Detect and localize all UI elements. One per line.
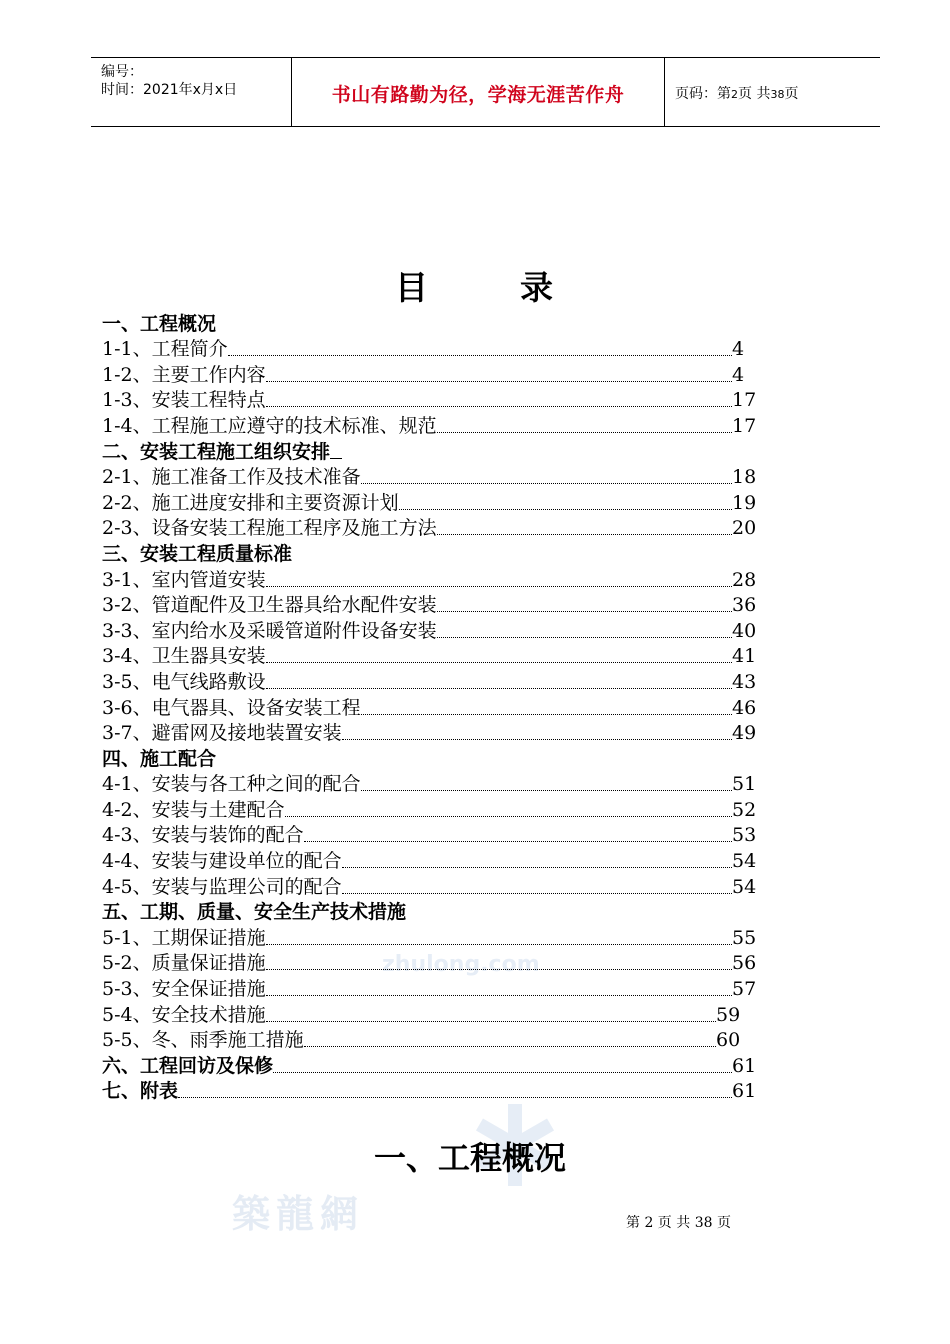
toc-entry[interactable] <box>102 719 762 745</box>
toc-entry[interactable] <box>102 335 762 361</box>
toc-entry-label: 1-3、安装工程特点 <box>102 389 266 412</box>
toc-entry-label: 四、施工配合 <box>102 747 217 770</box>
watermark-url: zhulong.com <box>382 952 540 977</box>
toc-entry-label: 5-2、质量保证措施 <box>102 952 266 975</box>
page-current: 2 <box>731 88 738 101</box>
toc-leader <box>273 1071 732 1073</box>
header-page-cell <box>665 58 880 126</box>
toc-page-number: 54 <box>732 875 757 898</box>
toc-entry[interactable] <box>102 591 762 617</box>
page-prefix: 页码：第 <box>675 86 731 102</box>
page-mid: 页 共 <box>738 86 771 102</box>
toc-entry[interactable] <box>102 923 762 949</box>
toc-leader <box>228 354 732 356</box>
toc-entry[interactable] <box>102 616 762 642</box>
toc-page-number: 19 <box>732 491 757 514</box>
toc-entry-label: 三、安装工程质量标准 <box>102 542 293 565</box>
toc-underline-mark <box>330 457 342 459</box>
toc-entry-label: 2-1、施工准备工作及技术准备 <box>102 466 361 489</box>
toc-page-number: 51 <box>732 773 757 796</box>
toc-entry[interactable] <box>102 411 762 437</box>
toc-entry-label: 六、工程回访及保修 <box>102 1054 274 1077</box>
page-header <box>91 57 880 127</box>
toc-page-number: 36 <box>732 594 757 617</box>
toc-entry-label: 1-4、工程施工应遵守的技术标准、规范 <box>102 414 437 437</box>
toc-entry-label: 二、安装工程施工组织安排 <box>102 440 331 463</box>
toc-entry[interactable] <box>102 872 762 898</box>
toc-leader <box>266 380 732 382</box>
toc-page-number: 41 <box>732 645 757 668</box>
toc-page-number: 59 <box>716 1003 741 1026</box>
toc-section[interactable] <box>102 744 762 770</box>
toc-entry-label: 4-3、安装与装饰的配合 <box>102 824 304 847</box>
toc-leader <box>304 1045 716 1047</box>
toc-entry-label: 4-5、安装与监理公司的配合 <box>102 875 342 898</box>
toc-title-left: 目 <box>395 268 430 307</box>
toc-leader <box>437 431 732 433</box>
toc-entry[interactable] <box>102 770 762 796</box>
toc-entry[interactable] <box>102 1000 762 1026</box>
toc-entry[interactable] <box>102 974 762 1000</box>
toc-section[interactable] <box>102 437 762 463</box>
header-motto-cell <box>292 58 665 126</box>
toc-section[interactable] <box>102 539 762 565</box>
toc-leader <box>285 815 732 817</box>
toc-entry[interactable] <box>102 360 762 386</box>
toc-entry-label: 2-3、设备安装工程施工程序及施工方法 <box>102 517 437 540</box>
toc-entry[interactable] <box>102 821 762 847</box>
toc-entry-label: 3-4、卫生器具安装 <box>102 645 266 668</box>
toc-entry[interactable] <box>102 693 762 719</box>
toc-page-number: 17 <box>732 414 757 437</box>
toc-entry-label: 3-1、室内管道安装 <box>102 568 266 591</box>
toc-leader <box>437 636 732 638</box>
toc-leader <box>266 968 732 970</box>
toc-leader <box>266 661 732 663</box>
page-suffix: 页 <box>784 86 799 102</box>
toc-entry-label: 5-5、冬、雨季施工措施 <box>102 1029 304 1052</box>
toc-entry[interactable] <box>102 386 762 412</box>
toc-leader <box>361 789 732 791</box>
toc-page-number: 43 <box>732 670 757 693</box>
toc-page-number: 54 <box>732 850 757 873</box>
toc-page-number: 56 <box>732 952 757 975</box>
toc-leader <box>342 738 732 740</box>
toc-entry-label: 1-1、工程简介 <box>102 338 228 361</box>
document-number-label: 编号： <box>101 64 143 80</box>
toc-page-number: 20 <box>732 517 757 540</box>
toc-entry[interactable] <box>102 514 762 540</box>
toc-leader <box>266 943 732 945</box>
toc-page-number: 61 <box>732 1054 757 1077</box>
toc-entry-label: 3-3、室内给水及采暖管道附件设备安装 <box>102 619 437 642</box>
toc-leader <box>266 585 732 587</box>
toc-entry[interactable] <box>102 642 762 668</box>
toc-page-number: 52 <box>732 798 757 821</box>
page-footer: 第 2 页 共 38 页 <box>626 1215 731 1231</box>
toc-entry[interactable] <box>102 846 762 872</box>
toc-title <box>0 262 950 309</box>
toc-entry[interactable] <box>102 463 762 489</box>
toc-leader <box>342 866 732 868</box>
toc-page-number: 60 <box>716 1029 741 1052</box>
toc-entry[interactable] <box>102 667 762 693</box>
toc-entry-label: 一、工程概况 <box>102 312 217 335</box>
toc-entry-label: 5-3、安全保证措施 <box>102 978 266 1001</box>
toc-leader <box>361 482 732 484</box>
toc-leader <box>342 892 732 894</box>
table-of-contents <box>102 309 762 1102</box>
toc-page-number: 4 <box>732 363 745 386</box>
toc-leader <box>399 508 732 510</box>
document-time-label: 时间：2021年x月x日 <box>101 82 238 98</box>
toc-page-number: 4 <box>732 338 745 361</box>
toc-section[interactable] <box>102 309 762 335</box>
toc-page-number: 28 <box>732 568 757 591</box>
header-motto: 书山有路勤为径，学海无涯苦作舟 <box>331 84 625 106</box>
header-page-indicator <box>675 83 798 103</box>
toc-page-number: 46 <box>732 696 757 719</box>
toc-page-number: 40 <box>732 619 757 642</box>
toc-entry-label: 5-1、工期保证措施 <box>102 926 266 949</box>
toc-leader <box>361 713 732 715</box>
toc-page-number: 17 <box>732 389 757 412</box>
toc-leader <box>304 840 732 842</box>
toc-entry-label: 4-2、安装与土建配合 <box>102 798 285 821</box>
toc-entry[interactable] <box>102 1026 762 1052</box>
toc-leader <box>266 405 732 407</box>
toc-entry-label: 1-2、主要工作内容 <box>102 363 266 386</box>
toc-entry[interactable] <box>102 795 762 821</box>
toc-page-number: 49 <box>732 722 757 745</box>
toc-entry[interactable] <box>102 565 762 591</box>
toc-page-number: 55 <box>732 926 757 949</box>
toc-entry-label: 3-7、避雷网及接地装置安装 <box>102 722 342 745</box>
toc-leader <box>178 1096 732 1098</box>
toc-entry[interactable] <box>102 949 762 975</box>
toc-page-number: 53 <box>732 824 757 847</box>
toc-title-right: 录 <box>520 268 555 307</box>
toc-leader <box>266 1020 716 1022</box>
toc-leader <box>266 994 732 996</box>
toc-section[interactable] <box>102 898 762 924</box>
section-heading: 一、工程概况 <box>373 1139 566 1177</box>
toc-page-number: 57 <box>732 978 757 1001</box>
toc-leader <box>266 687 732 689</box>
toc-entry-label: 七、附表 <box>102 1080 179 1103</box>
toc-section[interactable] <box>102 1077 762 1103</box>
toc-entry[interactable] <box>102 488 762 514</box>
toc-leader <box>437 610 732 612</box>
header-meta-cell <box>91 58 292 126</box>
toc-entry-label: 五、工期、质量、安全生产技术措施 <box>102 901 407 924</box>
toc-entry-label: 2-2、施工进度安排和主要资源计划 <box>102 491 399 514</box>
toc-entry-label: 4-4、安装与建设单位的配合 <box>102 850 342 873</box>
toc-entry-label: 3-2、管道配件及卫生器具给水配件安装 <box>102 594 437 617</box>
toc-page-number: 61 <box>732 1080 757 1103</box>
toc-section[interactable] <box>102 1051 762 1077</box>
toc-leader <box>437 533 732 535</box>
page-total: 38 <box>770 88 785 101</box>
toc-entry-label: 3-6、电气器具、设备安装工程 <box>102 696 361 719</box>
watermark-chinese: 築龍網 <box>232 1191 365 1236</box>
toc-entry-label: 4-1、安装与各工种之间的配合 <box>102 773 361 796</box>
toc-entry-label: 5-4、安全技术措施 <box>102 1003 266 1026</box>
toc-page-number: 18 <box>732 466 757 489</box>
toc-entry-label: 3-5、电气线路敷设 <box>102 670 266 693</box>
